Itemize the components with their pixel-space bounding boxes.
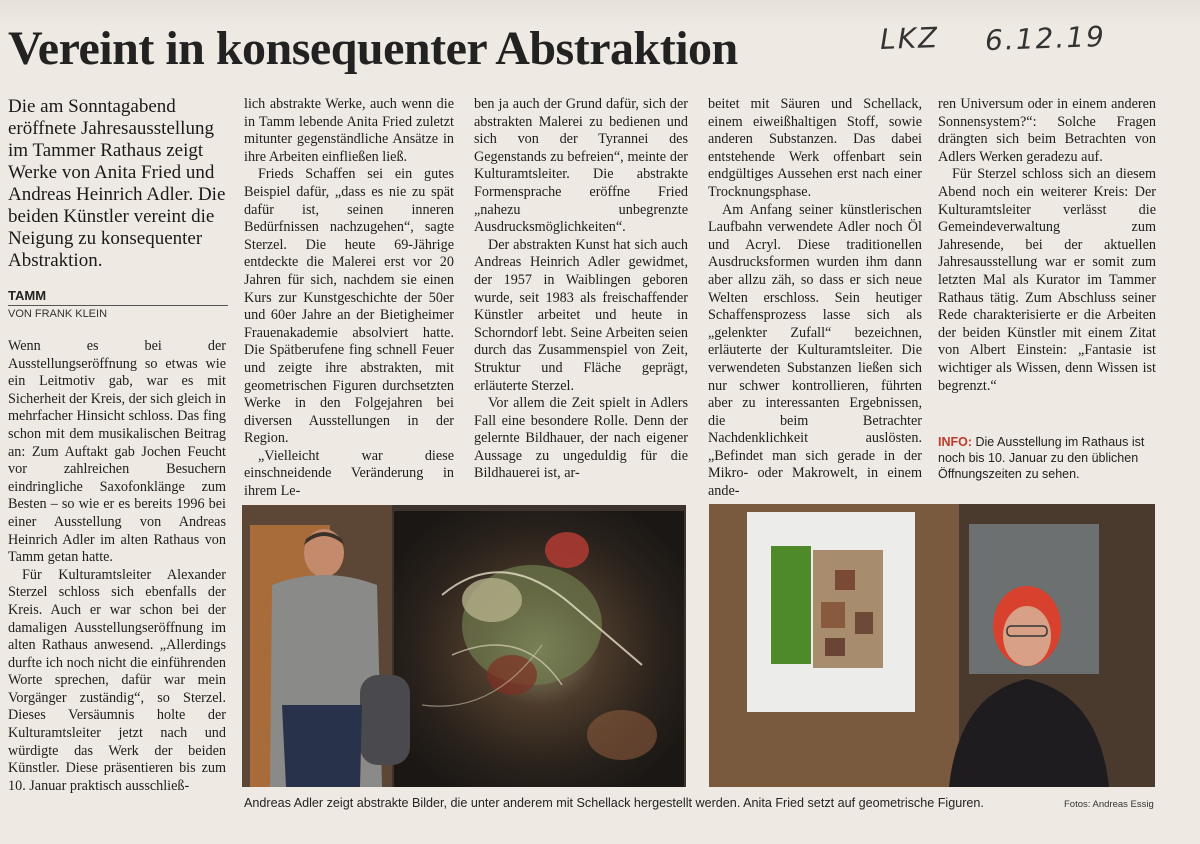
- article-column-1: [8, 338, 226, 795]
- paragraph: Am Anfang seiner künstlerischen Laufbahn verwendete Adler noch Öl und Acryl. Diese traditionellen Ausdrucksformen wurden ihm dann aber allzu zäh, so dass er sich neue Welten erschloss. Sein heutiger Schaffensprozess lasse sich als „gelenkter Zufall“ bezeichnen, erläuterte der Kulturamtsleiter. Die verwendeten Substanzen ließen sich nur schwer kontrollieren, führten aber zu interessanten Ergebnissen, die beim Betrachter Nachdenklichkeit auslösten. „Befindet man sich gerade in der Mikro- oder Makrowelt, in einem ande-: [708, 201, 922, 500]
- paragraph: ren Universum oder in einem anderen Sonnensystem?“: Solche Fragen drängten sich beim Betrachten von Adlers Werken geradezu auf.: [938, 96, 1156, 165]
- paragraph: Frieds Schaffen sei ein gutes Beispiel dafür, „dass es nie zu spät dafür ist, seinen inneren Bedürfnissen nachzugehen“, sagte Sterzel. Die heute 69-Jährige entdeckte die Malerei erst vor 20 Jahren für sich, nachdem sie einen Kurs zur Kunstgeschichte der 50er und 60er Jahre an der Bietigheimer Frauenakademie absolviert hatte. Die Spätberufene fing schnell Feuer und zeigte ihre abstrakten, mit geometrischen Figuren durchsetzten Werke in den Folgejahren bei diversen Ausstellungen in der Region.: [244, 166, 454, 447]
- handwritten-source-note: LKZ: [879, 20, 940, 57]
- photo-anita-fried: [709, 504, 1155, 787]
- info-text: Die Ausstellung im Rathaus ist noch bis 10. Januar zu den üblichen Öffnungszeiten zu sehen.: [938, 435, 1145, 481]
- photo-credit: Fotos: Andreas Essig: [1064, 799, 1154, 810]
- paragraph: Der abstrakten Kunst hat sich auch Andreas Heinrich Adler gewidmet, der 1957 in Waiblingen geboren wurde, seit 1983 als freischaffender Künstler arbeitet und heute in Schorndorf lebt. Seine Arbeiten seien durch das Zusammenspiel von Zeit, Struktur und Fläche geprägt, erläuterte Sterzel.: [474, 236, 688, 394]
- paragraph: Für Sterzel schloss sich an diesem Abend noch ein weiterer Kreis: Der Kulturamtsleiter verlässt die Gemeindeverwaltung zum Jahresende, bei der aktuellen Jahresausstellung war er somit zum letzten Mal als Kurator im Tammer Rathaus tätig. Zum Abschluss seiner Rede charakterisierte er die Arbeiten der beiden Künstler mit einem Zitat von Albert Einstein: „Fantasie ist wichtiger als Wissen, denn Wissen ist begrenzt.“: [938, 166, 1156, 394]
- paragraph: lich abstrakte Werke, auch wenn die in Tamm lebende Anita Fried zuletzt mitunter gegenständliche Ansätze in ihre Arbeiten einfließen ließ.: [244, 96, 454, 165]
- photo-caption: Andreas Adler zeigt abstrakte Bilder, die unter anderem mit Schellack hergestellt werden. Anita Fried setzt auf geometrische Figuren.: [244, 796, 984, 810]
- photo-adler-illustration: [242, 505, 686, 787]
- paragraph: Für Kulturamtsleiter Alexander Sterzel schloss sich ebenfalls der Kreis. Auch er war schon bei der damaligen Ausstellungseröffnung im alten Rathaus anwesend. „Allerdings durfte ich noch nicht die einführenden Worte sprechen, dafür war mein Vorgänger zuständig“, so Sterzel. Dieses Versäumnis holte der Kulturamtsleiter jetzt nach und würdigte das Werk der beiden Künstler. Diese präsentieren bis zum 10. Januar praktisch ausschließ-: [8, 566, 226, 794]
- photo-andreas-adler: [242, 505, 686, 787]
- kicker-rule: [8, 305, 228, 306]
- paragraph: beitet mit Säuren und Schellack, einem eiweißhaltigen Stoff, sowie anderen Substanzen. Das dabei entstehende Werk offenbart sein endgültiges Aussehen erst nach einer Trocknungsphase.: [708, 96, 922, 200]
- article-column-4: [708, 96, 922, 501]
- paragraph: Vor allem die Zeit spielt in Adlers Fall eine besondere Rolle. Denn der gelernte Bildhauer, der nach eigener Aussage zu ungeduldig für die Bildhauerei ist, ar-: [474, 395, 688, 482]
- headline: Vereint in konsequenter Abstraktion: [8, 22, 738, 75]
- info-label: INFO:: [938, 435, 973, 449]
- teaser: Die am Sonntagabend eröffnete Jahresausstellung im Tammer Rathaus zeigt Werke von Anita Fried und Andreas Heinrich Adler. Die beiden Künstler vereint die Neigung zu konsequenter Abstraktion.: [8, 96, 226, 271]
- kicker-location: TAMM: [8, 288, 47, 303]
- info-box: [938, 434, 1160, 482]
- handwritten-date-note: 6.12.19: [984, 19, 1107, 58]
- article-column-5: [938, 96, 1156, 395]
- paragraph: ben ja auch der Grund dafür, sich der abstrakten Malerei zu bedienen und sich von der Tyrannei des Gegenstands zu befreien“, meinte der Kulturamtsleiter. Die abstrakte Formensprache eröffne Fried „nahezu unbegrenzte Ausdrucksmöglichkeiten“.: [474, 96, 688, 236]
- paragraph: „Vielleicht war diese einschneidende Veränderung in ihrem Le-: [244, 447, 454, 500]
- byline: VON FRANK KLEIN: [8, 308, 108, 320]
- photo-fried-illustration: [709, 504, 1155, 787]
- article-column-3: [474, 96, 688, 483]
- article-column-2: [244, 96, 454, 501]
- paragraph: Wenn es bei der Ausstellungseröffnung so etwas wie ein Leitmotiv gab, war es mit Sicherheit der Kreis, der sich gleich in mehrfacher Hinsicht schloss. Das fing schon mit dem musikalischen Beitrag an: Zum Auftakt gab Jochen Feucht vor zahlreichen Besuchern eindringliche Saxofonklänge zum Besten – so wie er es bereits 1996 bei einer Ausstellung von Andreas Heinrich Adler im alten Rathaus von Tamm getan hatte.: [8, 338, 226, 566]
